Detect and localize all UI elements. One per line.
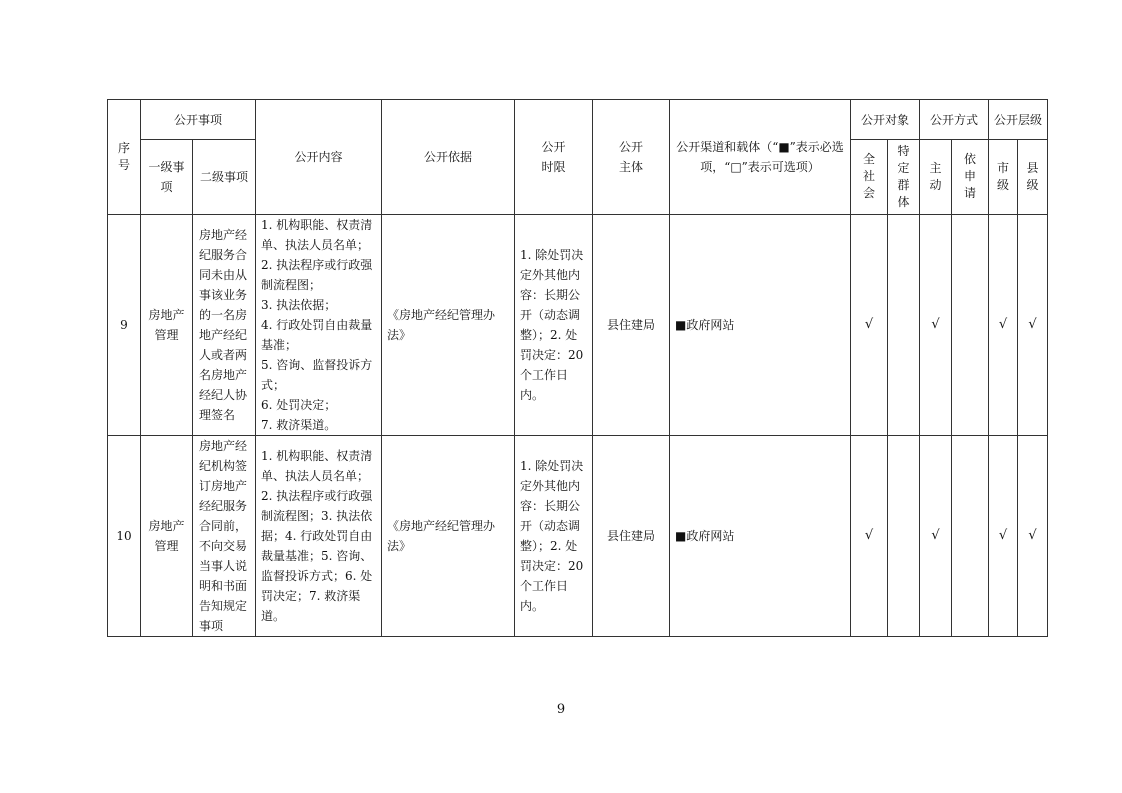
row-level2: 房地产经纪机构签订房地产经纪服务合同前，不向交易当事人说明和书面告知规定事项: [193, 436, 256, 637]
row-method-request: [952, 436, 989, 637]
row-basis: 《房地产经纪管理办法》: [382, 436, 515, 637]
content-line: 3. 执法依据；: [261, 298, 337, 312]
content-line: 2. 执法程序或行政强制流程图；: [261, 258, 373, 292]
row-audience-all: √: [851, 436, 888, 637]
header-level-county: 县级: [1018, 140, 1048, 215]
row-subject: 县住建局: [593, 436, 670, 637]
row-subject: 县住建局: [593, 215, 670, 436]
row-audience-all: √: [851, 215, 888, 436]
header-basis: 公开依据: [382, 100, 515, 215]
header-method-request: 依申请: [952, 140, 989, 215]
row-basis: 《房地产经纪管理办法》: [382, 215, 515, 436]
content-line: 4. 行政处罚自由裁量基准；: [261, 318, 373, 352]
row-level-county: √: [1018, 436, 1048, 637]
row-level-county: √: [1018, 215, 1048, 436]
row-level1: 房地产管理: [141, 436, 193, 637]
header-seq: 序号: [108, 100, 141, 215]
content-line: 7. 救济渠道。: [261, 418, 337, 432]
table-row: [108, 436, 1048, 637]
row-seq: 9: [108, 215, 141, 436]
header-method-group: 公开方式: [920, 100, 989, 140]
row-level2: 房地产经纪服务合同未由从事该业务的一名房地产经纪人或者两名房地产经纪人协理签名: [193, 215, 256, 436]
disclosure-table: [107, 99, 1048, 637]
row-seq: 10: [108, 436, 141, 637]
header-item-group: 公开事项: [141, 100, 256, 140]
header-channel: 公开渠道和载体（“■”表示必选项，“□”表示可选项）: [670, 100, 851, 215]
header-audience-group: 公开对象: [851, 100, 920, 140]
page-number: 9: [556, 702, 566, 717]
row-audience-specific: [888, 436, 920, 637]
row-channel: ■政府网站: [670, 215, 851, 436]
header-method-active: 主动: [920, 140, 952, 215]
row-level1: 房地产管理: [141, 215, 193, 436]
row-method-active: √: [920, 436, 952, 637]
content-line: 5. 咨询、监督投诉方式；: [261, 358, 373, 392]
row-content: [256, 215, 382, 436]
header-level-group: 公开层级: [989, 100, 1048, 140]
header-content: 公开内容: [256, 100, 382, 215]
header-level2: 二级事项: [193, 140, 256, 215]
row-audience-specific: [888, 215, 920, 436]
header-audience-all: 全社会: [851, 140, 888, 215]
row-content: 1. 机构职能、权责清单、执法人员名单；2. 执法程序或行政强制流程图；3. 执法依据；4. 行政处罚自由裁量基准；5. 咨询、监督投诉方式；6. 处罚决定；7. 救济渠道。: [256, 436, 382, 637]
header-time-limit: 公开时限: [515, 100, 593, 215]
row-time-limit: 1. 除处罚决定外其他内容：长期公开（动态调整）；2. 处罚决定：20个工作日内。: [515, 215, 593, 436]
row-level-city: √: [989, 436, 1018, 637]
header-subject: 公开主体: [593, 100, 670, 215]
header-audience-specific: 特定群体: [888, 140, 920, 215]
header-level1: 一级事项: [141, 140, 193, 215]
content-line: 6. 处罚决定；: [261, 398, 337, 412]
table-row: [108, 215, 1048, 436]
row-method-request: [952, 215, 989, 436]
content-line: 1. 机构职能、权责清单、执法人员名单；: [261, 218, 373, 252]
row-level-city: √: [989, 215, 1018, 436]
row-time-limit: 1. 除处罚决定外其他内容：长期公开（动态调整）；2. 处罚决定：20个工作日内。: [515, 436, 593, 637]
row-method-active: √: [920, 215, 952, 436]
row-channel: ■政府网站: [670, 436, 851, 637]
header-level-city: 市级: [989, 140, 1018, 215]
